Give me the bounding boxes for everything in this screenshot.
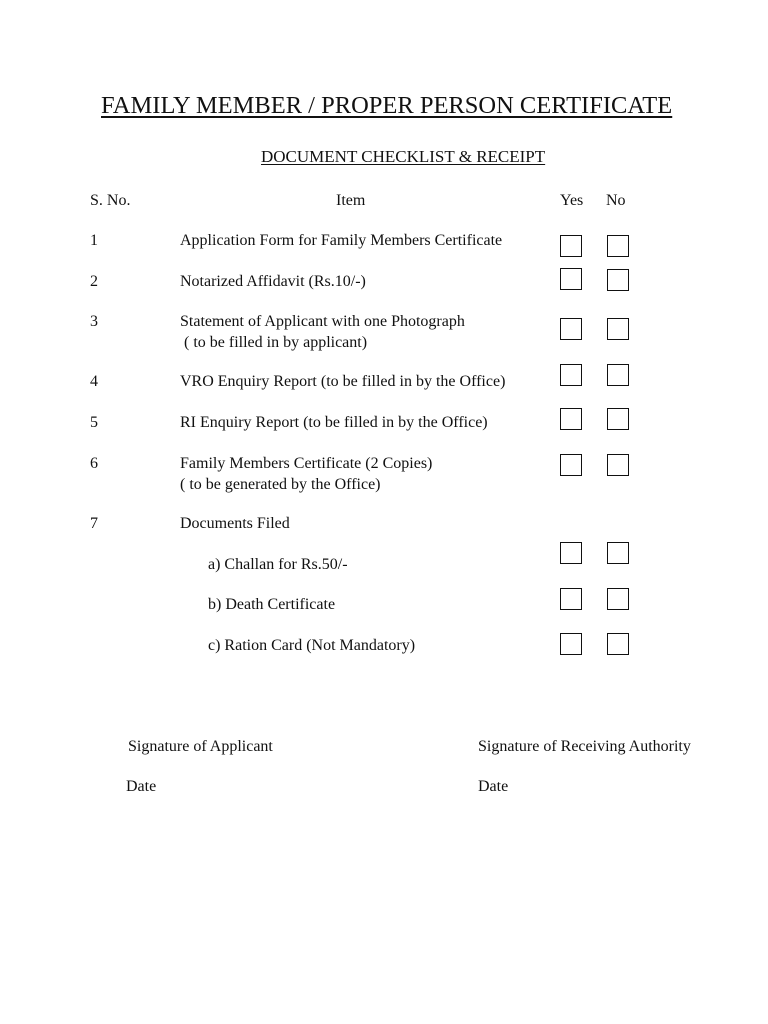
sub-item-c: c) Ration Card (Not Mandatory) xyxy=(208,637,416,654)
document-subtitle: DOCUMENT CHECKLIST & RECEIPT xyxy=(261,147,546,166)
row-5-no-checkbox[interactable] xyxy=(607,408,629,430)
row-2-no-checkbox[interactable] xyxy=(607,269,629,291)
row-3-item: Statement of Applicant with one Photograph xyxy=(180,313,465,330)
row-6-yes-checkbox[interactable] xyxy=(560,454,582,476)
row-1-yes-checkbox[interactable] xyxy=(560,235,582,257)
row-4-yes-checkbox[interactable] xyxy=(560,364,582,386)
row-2-item: Notarized Affidavit (Rs.10/-) xyxy=(180,273,366,290)
row-5-yes-checkbox[interactable] xyxy=(560,408,582,430)
row-1-no-checkbox[interactable] xyxy=(607,235,629,257)
row-3-yes-checkbox[interactable] xyxy=(560,318,582,340)
sub-item-b-no-checkbox[interactable] xyxy=(607,588,629,610)
row-6-item: Family Members Certificate (2 Copies) xyxy=(180,455,433,472)
sub-item-b: b) Death Certificate xyxy=(208,596,336,613)
row-2-yes-checkbox[interactable] xyxy=(560,268,582,290)
row-3-no-checkbox[interactable] xyxy=(607,318,629,340)
header-no: No xyxy=(606,192,626,209)
row-6-note: ( to be generated by the Office) xyxy=(180,476,381,493)
header-sno: S. No. xyxy=(90,192,131,209)
row-5-item: RI Enquiry Report (to be filled in by the Office) xyxy=(180,414,488,431)
row-1-item: Application Form for Family Members Certificate xyxy=(180,232,503,249)
sub-item-a-yes-checkbox[interactable] xyxy=(560,542,582,564)
header-item: Item xyxy=(336,192,366,209)
row-4-item: VRO Enquiry Report (to be filled in by the Office) xyxy=(180,373,506,390)
header-yes: Yes xyxy=(560,192,584,209)
signature-authority-label: Signature of Receiving Authority xyxy=(478,738,691,755)
row-7-item: Documents Filed xyxy=(180,515,290,532)
row-6-no-checkbox[interactable] xyxy=(607,454,629,476)
row-6-sno: 6 xyxy=(90,455,98,472)
sub-item-a: a) Challan for Rs.50/- xyxy=(208,556,348,573)
row-4-no-checkbox[interactable] xyxy=(607,364,629,386)
signature-applicant-label: Signature of Applicant xyxy=(128,738,273,755)
row-7-sno: 7 xyxy=(90,515,98,532)
row-5-sno: 5 xyxy=(90,414,98,431)
date-left-label: Date xyxy=(126,778,157,795)
row-3-note: ( to be filled in by applicant) xyxy=(180,334,368,351)
row-3-sno: 3 xyxy=(90,313,98,330)
document-title: FAMILY MEMBER / PROPER PERSON CERTIFICATE xyxy=(101,92,673,119)
sub-item-c-no-checkbox[interactable] xyxy=(607,633,629,655)
row-4-sno: 4 xyxy=(90,373,98,390)
sub-item-c-yes-checkbox[interactable] xyxy=(560,633,582,655)
row-1-sno: 1 xyxy=(90,232,98,249)
date-right-label: Date xyxy=(478,778,509,795)
sub-item-b-yes-checkbox[interactable] xyxy=(560,588,582,610)
sub-item-a-no-checkbox[interactable] xyxy=(607,542,629,564)
row-2-sno: 2 xyxy=(90,273,98,290)
